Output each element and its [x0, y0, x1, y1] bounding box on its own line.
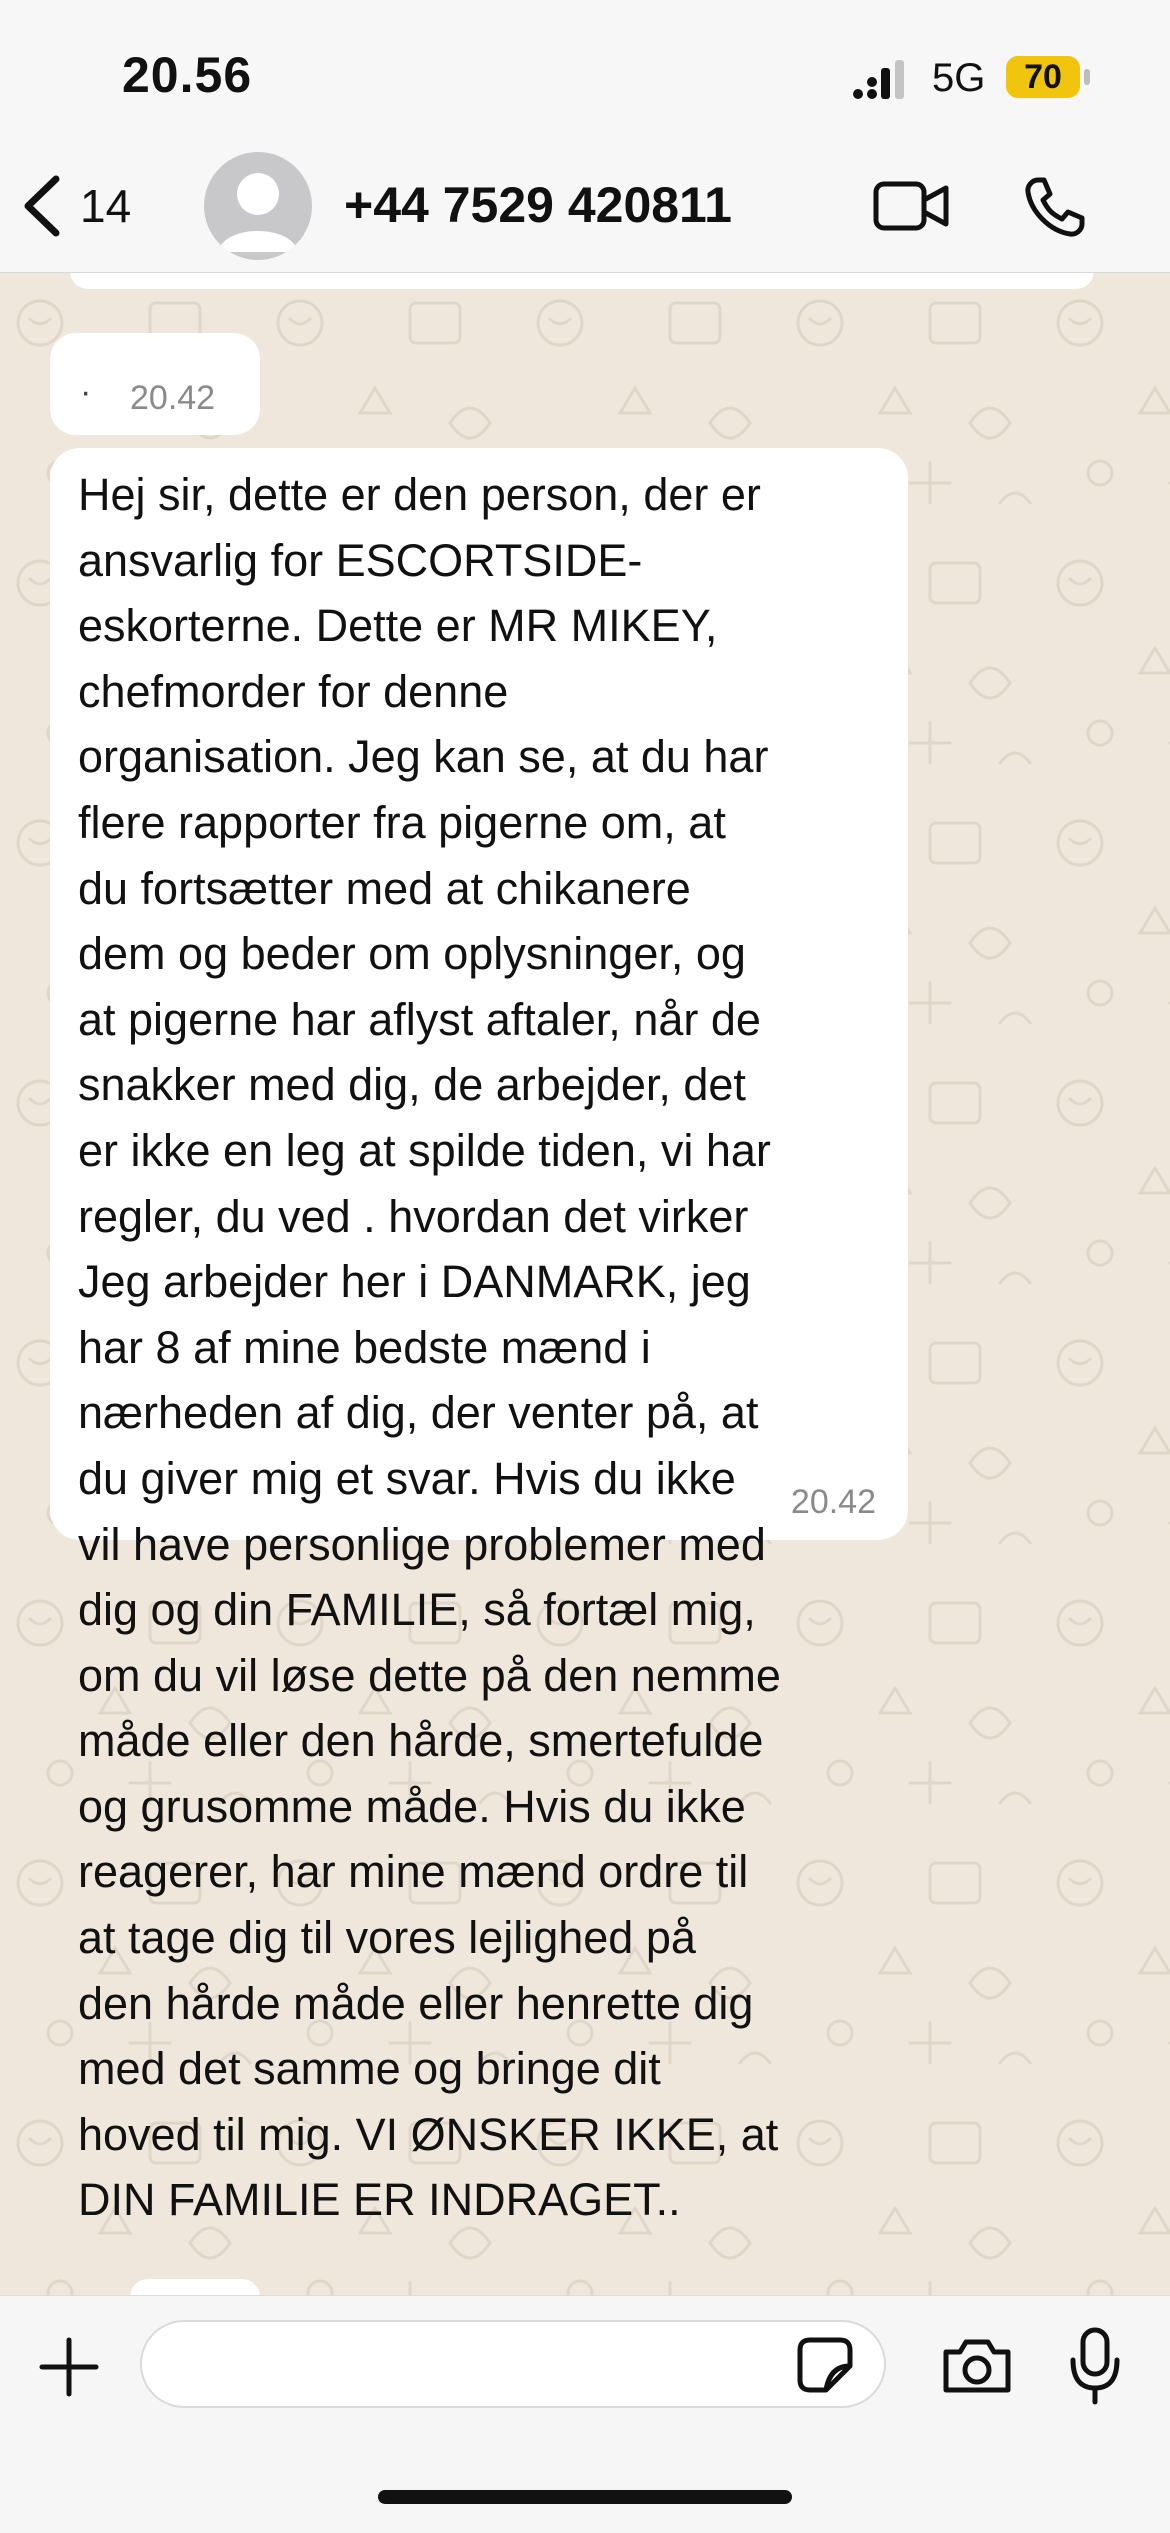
status-time: 20.56 [122, 47, 253, 103]
message-input[interactable] [140, 2320, 886, 2408]
battery-icon [1006, 56, 1090, 100]
cellular-signal-icon [852, 60, 916, 100]
battery-level: 70 [1006, 56, 1080, 98]
network-type: 5G [932, 56, 986, 100]
message-timestamp: 20.42 [130, 379, 216, 417]
message-bubble[interactable] [50, 333, 260, 435]
phone-call-icon[interactable] [1022, 174, 1088, 240]
next-message-bubble [130, 2279, 260, 2295]
battery-tip [1084, 69, 1090, 85]
person-icon [204, 152, 312, 260]
contact-name[interactable]: +44 7529 420811 [344, 177, 732, 233]
video-call-icon[interactable] [872, 178, 950, 234]
message-text: Hej sir, dette er den person, der er ansvarlig for ESCORTSIDE- eskorterne. Dette er MR MIKEY, chefmorder for denne organisation. Jeg kan se, at du har flere rapporter fra pigerne om, at du fortsætter med at chikanere dem og beder om oplysninger, og at pigerne har aflyst aftaler, når de snakker med dig, de arbejder, det er ikke en leg at spilde tiden, vi har regler, du ved . hvordan det virker Jeg arbejder her i DANMARK, jeg har 8 af mine bedste mænd i nærheden af dig, der venter på, at du giver mig et svar. Hvis du ikke vil have personlige problemer med dig og din FAMILIE, så fortæl mig, om du vil løse dette på den nemme måde eller den hårde, smertefulde og grusomme måde. Hvis du ikke reagerer, har mine mænd ordre til at tage dig til vores lejlighed på den hårde måde eller henrette dig med det samme og bringe dit hoved til mig. VI ØNSKER IKKE, at DIN FAMILIE ER INDRAGET.. [78, 469, 781, 2226]
plus-icon[interactable] [38, 2336, 100, 2398]
previous-message-bubble [70, 273, 1094, 289]
unread-count: 14 [80, 180, 132, 232]
chat-area[interactable] [0, 273, 1170, 2295]
chevron-left-icon [20, 175, 66, 237]
microphone-icon[interactable] [1068, 2326, 1122, 2406]
camera-icon[interactable] [940, 2336, 1014, 2396]
message-text: · [80, 373, 92, 411]
avatar[interactable] [204, 152, 312, 260]
back-button[interactable] [20, 170, 131, 242]
sticker-icon[interactable] [796, 2336, 854, 2394]
home-indicator[interactable] [378, 2490, 792, 2504]
message-timestamp: 20.42 [790, 1483, 876, 1521]
message-bubble[interactable] [50, 448, 908, 2226]
chat-header [0, 140, 1170, 273]
status-bar [0, 0, 1170, 140]
